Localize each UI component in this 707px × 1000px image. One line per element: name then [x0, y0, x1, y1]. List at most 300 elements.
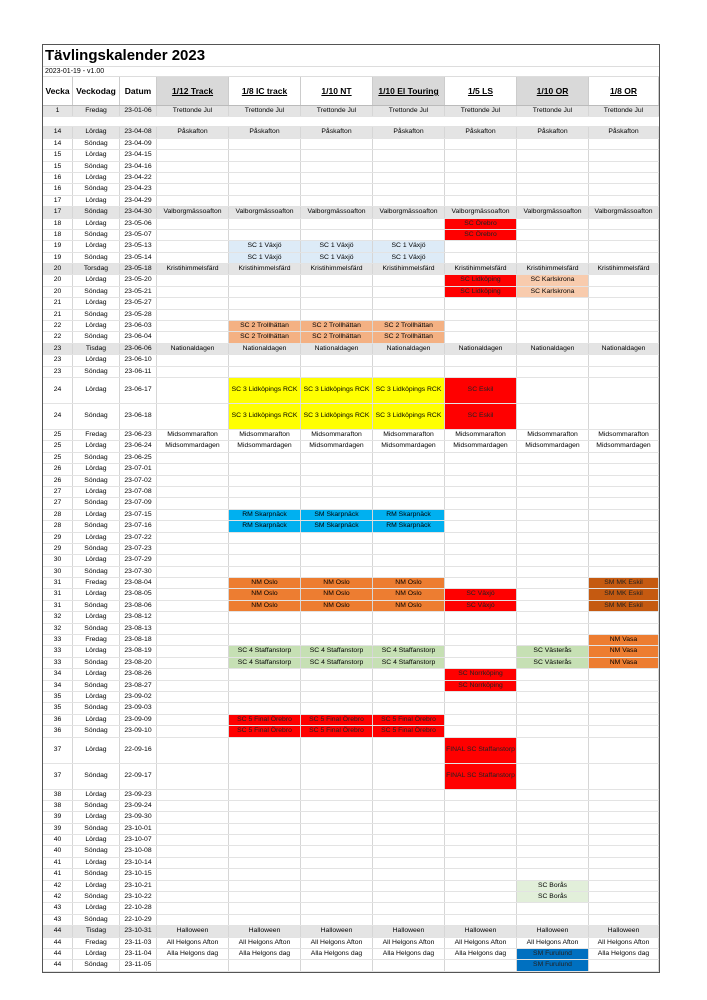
table-row: [43, 332, 659, 343]
event-cell: [301, 219, 373, 229]
event-cell: [589, 612, 659, 622]
column-header: Datum: [120, 77, 157, 105]
event-cell: NM Oslo: [301, 601, 373, 611]
event-cell: [445, 555, 517, 565]
event-cell: [445, 367, 517, 377]
event-cell: [157, 510, 229, 520]
event-cell: SC Borås: [517, 881, 589, 891]
week-cell: 39: [43, 824, 73, 834]
event-cell: Midsommarafton: [229, 430, 301, 440]
event-cell: [157, 196, 229, 206]
event-cell: Trettonde Jul: [229, 106, 301, 116]
event-cell: [517, 378, 589, 403]
weekday-cell: Lördag: [73, 173, 120, 183]
event-cell: [589, 476, 659, 486]
event-cell: SC Västerås: [517, 646, 589, 656]
table-row: [43, 287, 659, 298]
weekday-cell: Lördag: [73, 127, 120, 137]
week-cell: 26: [43, 464, 73, 474]
event-cell: [517, 726, 589, 736]
weekday-cell: Söndag: [73, 624, 120, 634]
date-cell: 23-05-14: [120, 253, 157, 263]
event-cell: [157, 646, 229, 656]
event-cell: Midsommardagen: [157, 441, 229, 451]
date-cell: 23-09-24: [120, 801, 157, 811]
weekday-cell: Lördag: [73, 949, 120, 959]
date-cell: 23-04-09: [120, 139, 157, 149]
event-cell: SC 3 Lidköpings RCK: [301, 404, 373, 429]
event-cell: [157, 404, 229, 429]
event-cell: [445, 510, 517, 520]
event-cell: [157, 790, 229, 800]
table-row: [43, 869, 659, 880]
event-cell: [517, 738, 589, 763]
column-header: 1/8 IC track: [229, 77, 301, 105]
event-cell: All Helgons Afton: [445, 938, 517, 948]
event-cell: [445, 521, 517, 531]
event-cell: [229, 635, 301, 645]
event-cell: [517, 915, 589, 925]
event-cell: [157, 578, 229, 588]
event-cell: SC Karlskrona: [517, 275, 589, 285]
week-cell: 14: [43, 139, 73, 149]
event-cell: [157, 824, 229, 834]
date-cell: 23-06-23: [120, 430, 157, 440]
week-cell: 33: [43, 646, 73, 656]
event-cell: [229, 544, 301, 554]
event-cell: [373, 903, 445, 913]
weekday-cell: Lördag: [73, 150, 120, 160]
event-cell: Trettonde Jul: [517, 106, 589, 116]
weekday-cell: Lördag: [73, 241, 120, 251]
date-cell: 23-10-07: [120, 835, 157, 845]
event-cell: SC Växjö: [445, 589, 517, 599]
week-cell: 16: [43, 184, 73, 194]
event-cell: [589, 681, 659, 691]
week-cell: 22: [43, 321, 73, 331]
event-cell: [517, 846, 589, 856]
event-cell: [373, 738, 445, 763]
event-cell: [517, 173, 589, 183]
weekday-cell: Söndag: [73, 453, 120, 463]
weekday-cell: Tisdag: [73, 344, 120, 354]
event-cell: SC 4 Staffanstorp: [229, 646, 301, 656]
event-cell: SC 5 Final Örebro: [301, 715, 373, 725]
event-cell: [517, 298, 589, 308]
event-cell: [229, 453, 301, 463]
event-cell: SM Furulund: [517, 949, 589, 959]
event-cell: Nationaldagen: [301, 344, 373, 354]
event-cell: [517, 903, 589, 913]
week-cell: 44: [43, 960, 73, 970]
event-cell: [157, 624, 229, 634]
table-row: [43, 960, 659, 971]
event-cell: [229, 738, 301, 763]
table-row: [43, 669, 659, 680]
event-cell: Midsommardagen: [373, 441, 445, 451]
week-cell: 35: [43, 692, 73, 702]
event-cell: [229, 367, 301, 377]
event-cell: [517, 715, 589, 725]
event-cell: Alla Helgons dag: [589, 949, 659, 959]
date-cell: 23-07-08: [120, 487, 157, 497]
table-row: [43, 196, 659, 207]
date-cell: 23-08-06: [120, 601, 157, 611]
weekday-cell: Söndag: [73, 476, 120, 486]
event-cell: [517, 589, 589, 599]
date-cell: 23-07-16: [120, 521, 157, 531]
event-cell: SC 3 Lidköpings RCK: [229, 378, 301, 403]
week-cell: 27: [43, 487, 73, 497]
event-cell: SM MK Eskil: [589, 578, 659, 588]
event-cell: [157, 635, 229, 645]
event-cell: NM Oslo: [373, 578, 445, 588]
event-cell: [157, 464, 229, 474]
event-cell: [517, 869, 589, 879]
event-cell: [301, 150, 373, 160]
event-cell: SC Karlskrona: [517, 287, 589, 297]
event-cell: [301, 464, 373, 474]
week-cell: 31: [43, 601, 73, 611]
event-cell: [157, 881, 229, 891]
calendar-sheet: [42, 44, 660, 973]
event-cell: [229, 624, 301, 634]
weekday-cell: Söndag: [73, 404, 120, 429]
date-cell: 23-10-01: [120, 824, 157, 834]
weekday-cell: Söndag: [73, 824, 120, 834]
event-cell: SC 5 Final Örebro: [301, 726, 373, 736]
event-cell: Påskafton: [517, 127, 589, 137]
event-cell: [445, 162, 517, 172]
event-cell: [589, 764, 659, 789]
weekday-cell: Söndag: [73, 681, 120, 691]
event-cell: [373, 692, 445, 702]
event-cell: Halloween: [301, 926, 373, 936]
event-cell: [301, 162, 373, 172]
event-cell: [445, 196, 517, 206]
event-cell: Valborgmässoafton: [301, 207, 373, 217]
week-cell: 25: [43, 453, 73, 463]
event-cell: [229, 892, 301, 902]
event-cell: [157, 453, 229, 463]
date-cell: 23-07-30: [120, 567, 157, 577]
date-cell: 23-06-25: [120, 453, 157, 463]
date-cell: 23-05-07: [120, 230, 157, 240]
event-cell: [373, 498, 445, 508]
event-cell: [517, 476, 589, 486]
event-cell: Valborgmässoafton: [517, 207, 589, 217]
event-cell: [373, 858, 445, 868]
event-cell: SC 2 Trollhättan: [301, 321, 373, 331]
event-cell: [445, 646, 517, 656]
week-cell: 18: [43, 219, 73, 229]
weekday-cell: Lördag: [73, 487, 120, 497]
date-cell: 23-08-13: [120, 624, 157, 634]
date-cell: 23-07-09: [120, 498, 157, 508]
table-row: [43, 858, 659, 869]
event-cell: [589, 555, 659, 565]
date-cell: 23-06-06: [120, 344, 157, 354]
weekday-cell: Lördag: [73, 589, 120, 599]
week-cell: 37: [43, 738, 73, 763]
table-row: [43, 510, 659, 521]
date-cell: 23-07-15: [120, 510, 157, 520]
event-cell: SC 2 Trollhättan: [229, 321, 301, 331]
event-cell: [517, 487, 589, 497]
event-cell: [157, 589, 229, 599]
event-cell: [517, 812, 589, 822]
event-cell: [589, 298, 659, 308]
event-cell: NM Oslo: [229, 589, 301, 599]
event-cell: [517, 184, 589, 194]
weekday-cell: Söndag: [73, 207, 120, 217]
event-cell: [517, 601, 589, 611]
event-cell: [517, 703, 589, 713]
table-row: [43, 441, 659, 452]
date-cell: 23-06-03: [120, 321, 157, 331]
event-cell: [229, 812, 301, 822]
weekday-cell: Lördag: [73, 510, 120, 520]
event-cell: [517, 692, 589, 702]
event-cell: Kristihimmelsfärd: [589, 264, 659, 274]
week-cell: 26: [43, 476, 73, 486]
event-cell: [229, 835, 301, 845]
event-cell: [517, 219, 589, 229]
event-cell: SC 1 Växjö: [229, 253, 301, 263]
table-row: [43, 846, 659, 857]
week-cell: 17: [43, 196, 73, 206]
date-cell: 23-11-03: [120, 938, 157, 948]
table-row: [43, 430, 659, 441]
event-cell: Trettonde Jul: [373, 106, 445, 116]
date-cell: 23-10-31: [120, 926, 157, 936]
date-cell: 23-07-01: [120, 464, 157, 474]
event-cell: [157, 960, 229, 970]
table-row: [43, 703, 659, 714]
weekday-cell: Lördag: [73, 298, 120, 308]
event-cell: [373, 835, 445, 845]
event-cell: SC 1 Växjö: [229, 241, 301, 251]
event-cell: [589, 726, 659, 736]
event-cell: [157, 915, 229, 925]
week-cell: 38: [43, 801, 73, 811]
event-cell: [157, 275, 229, 285]
event-cell: [229, 476, 301, 486]
weekday-cell: Söndag: [73, 184, 120, 194]
event-cell: [373, 464, 445, 474]
event-cell: [301, 738, 373, 763]
event-cell: [301, 184, 373, 194]
event-cell: [157, 764, 229, 789]
event-cell: [445, 960, 517, 970]
event-cell: Valborgmässoafton: [229, 207, 301, 217]
event-cell: [445, 355, 517, 365]
weekday-cell: Lördag: [73, 533, 120, 543]
event-cell: SC 3 Lidköpings RCK: [373, 404, 445, 429]
event-cell: [301, 635, 373, 645]
event-cell: [373, 184, 445, 194]
event-cell: Midsommarafton: [301, 430, 373, 440]
table-row: [43, 835, 659, 846]
event-cell: NM Oslo: [229, 601, 301, 611]
weekday-cell: Söndag: [73, 658, 120, 668]
table-row: [43, 658, 659, 669]
week-cell: 18: [43, 230, 73, 240]
event-cell: [589, 801, 659, 811]
weekday-cell: Lördag: [73, 715, 120, 725]
event-cell: [157, 567, 229, 577]
week-cell: 20: [43, 287, 73, 297]
date-cell: 23-09-30: [120, 812, 157, 822]
event-cell: Trettonde Jul: [445, 106, 517, 116]
event-cell: Halloween: [589, 926, 659, 936]
event-cell: Kristihimmelsfärd: [373, 264, 445, 274]
event-cell: All Helgons Afton: [373, 938, 445, 948]
event-cell: [517, 544, 589, 554]
event-cell: RM Skarpnäck: [373, 521, 445, 531]
event-cell: NM Oslo: [301, 578, 373, 588]
event-cell: [301, 703, 373, 713]
event-cell: [229, 298, 301, 308]
date-cell: 23-09-23: [120, 790, 157, 800]
table-row: [43, 915, 659, 926]
event-cell: [157, 681, 229, 691]
table-row: [43, 117, 659, 127]
event-cell: SC 4 Staffanstorp: [301, 658, 373, 668]
event-cell: [589, 464, 659, 474]
weekday-cell: Lördag: [73, 219, 120, 229]
week-cell: 32: [43, 612, 73, 622]
date-cell: 23-10-15: [120, 869, 157, 879]
event-cell: FINAL SC Staffanstorp: [445, 738, 517, 763]
event-cell: [229, 869, 301, 879]
event-cell: [445, 533, 517, 543]
table-row: [43, 892, 659, 903]
event-cell: NM Vasa: [589, 635, 659, 645]
week-cell: 34: [43, 681, 73, 691]
event-cell: Kristihimmelsfärd: [229, 264, 301, 274]
event-cell: [589, 321, 659, 331]
event-cell: [589, 219, 659, 229]
event-cell: [157, 241, 229, 251]
table-row: [43, 938, 659, 949]
table-row: [43, 567, 659, 578]
event-cell: [445, 892, 517, 902]
event-cell: SC 1 Växjö: [301, 253, 373, 263]
event-cell: [373, 533, 445, 543]
event-cell: [157, 846, 229, 856]
event-cell: [373, 960, 445, 970]
event-cell: FINAL SC Staffanstorp: [445, 764, 517, 789]
event-cell: [229, 881, 301, 891]
event-cell: [301, 960, 373, 970]
table-row: [43, 533, 659, 544]
date-cell: 23-09-10: [120, 726, 157, 736]
event-cell: [373, 881, 445, 891]
event-cell: Midsommarafton: [373, 430, 445, 440]
event-cell: [589, 521, 659, 531]
event-cell: [229, 681, 301, 691]
weekday-cell: Lördag: [73, 441, 120, 451]
event-cell: SC Borås: [517, 892, 589, 902]
date-cell: 23-07-22: [120, 533, 157, 543]
event-cell: [517, 681, 589, 691]
weekday-cell: Lördag: [73, 812, 120, 822]
table-row: [43, 127, 659, 138]
event-cell: [229, 139, 301, 149]
date-cell: 23-11-04: [120, 949, 157, 959]
event-cell: Alla Helgons dag: [445, 949, 517, 959]
event-cell: Kristihimmelsfärd: [445, 264, 517, 274]
event-cell: [301, 624, 373, 634]
week-cell: 25: [43, 430, 73, 440]
event-cell: [589, 487, 659, 497]
event-cell: [301, 298, 373, 308]
event-cell: [157, 162, 229, 172]
event-cell: [301, 173, 373, 183]
event-cell: [589, 738, 659, 763]
weekday-cell: Lördag: [73, 790, 120, 800]
event-cell: [157, 184, 229, 194]
week-cell: 31: [43, 589, 73, 599]
event-cell: [373, 703, 445, 713]
date-cell: 23-09-09: [120, 715, 157, 725]
event-cell: SC 4 Staffanstorp: [301, 646, 373, 656]
week-cell: 19: [43, 241, 73, 251]
event-cell: SC 2 Trollhättan: [373, 321, 445, 331]
date-cell: 23-05-18: [120, 264, 157, 274]
date-cell: 23-05-06: [120, 219, 157, 229]
event-cell: [157, 139, 229, 149]
event-cell: [229, 162, 301, 172]
event-cell: [373, 230, 445, 240]
event-cell: [301, 287, 373, 297]
event-cell: [229, 801, 301, 811]
event-cell: SC 5 Final Örebro: [229, 715, 301, 725]
weekday-cell: Lördag: [73, 555, 120, 565]
event-cell: [373, 310, 445, 320]
event-cell: [229, 355, 301, 365]
week-cell: 14: [43, 127, 73, 137]
date-cell: 23-05-27: [120, 298, 157, 308]
event-cell: [229, 230, 301, 240]
event-cell: [373, 681, 445, 691]
event-cell: [445, 612, 517, 622]
event-cell: [157, 726, 229, 736]
event-cell: [373, 196, 445, 206]
column-header: 1/8 OR: [589, 77, 659, 105]
weekday-cell: Lördag: [73, 881, 120, 891]
event-cell: [301, 846, 373, 856]
weekday-cell: Lördag: [73, 646, 120, 656]
event-cell: [589, 869, 659, 879]
event-cell: [373, 790, 445, 800]
date-cell: 23-05-20: [120, 275, 157, 285]
event-cell: Trettonde Jul: [157, 106, 229, 116]
event-cell: Nationaldagen: [157, 344, 229, 354]
event-cell: [229, 960, 301, 970]
event-cell: SC 1 Växjö: [301, 241, 373, 251]
event-cell: [517, 321, 589, 331]
event-cell: [301, 790, 373, 800]
event-cell: [157, 533, 229, 543]
event-cell: SC 1 Växjö: [373, 253, 445, 263]
table-row: [43, 378, 659, 404]
event-cell: [589, 715, 659, 725]
weekday-cell: Fredag: [73, 430, 120, 440]
event-cell: [589, 915, 659, 925]
event-cell: [445, 915, 517, 925]
